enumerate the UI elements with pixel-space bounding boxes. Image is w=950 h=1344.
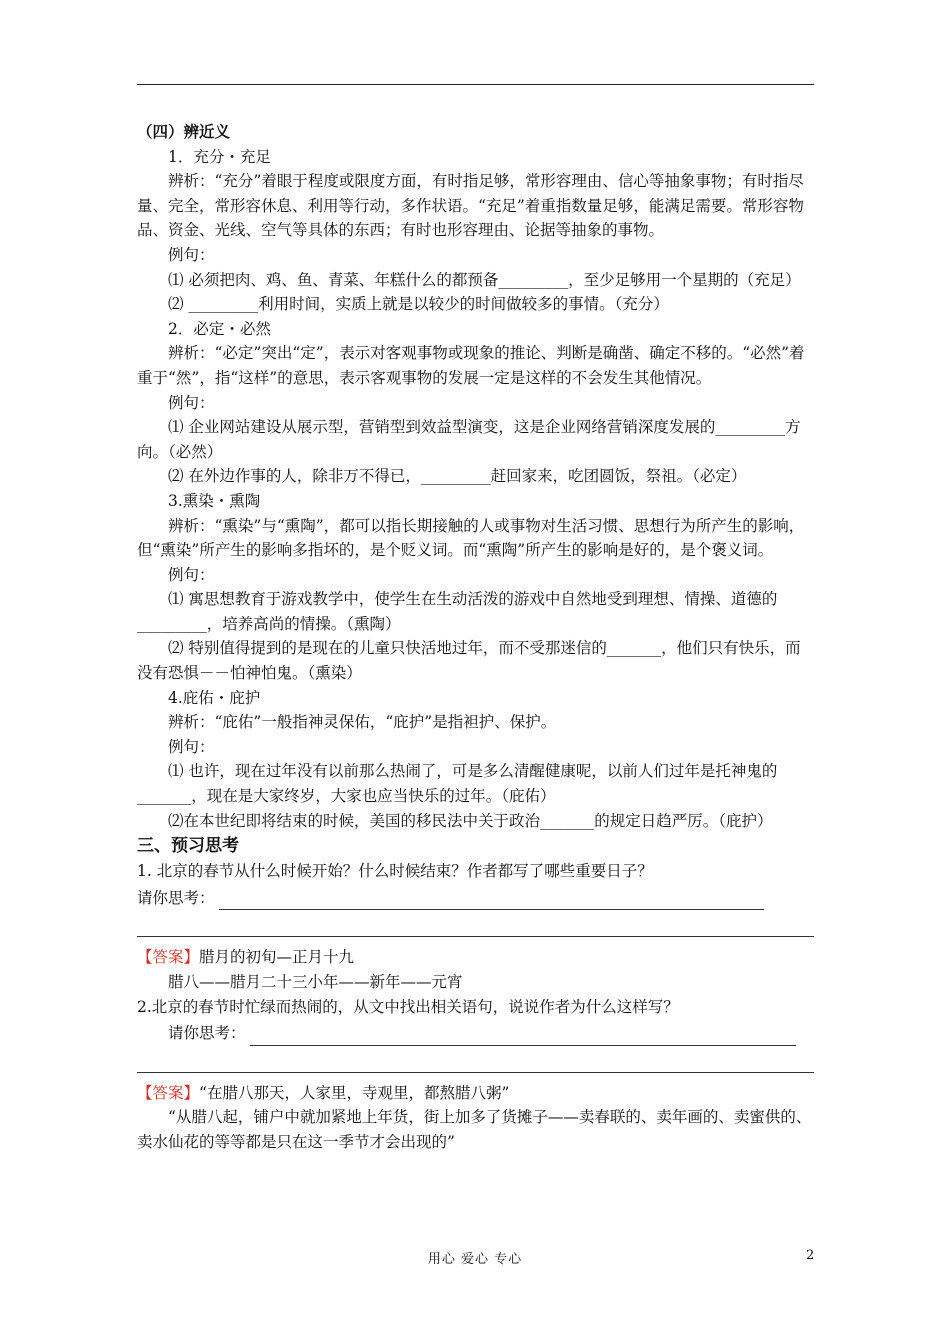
divider-rule: [137, 1072, 814, 1073]
analysis-text: 辨析：“庇佑”一般指神灵保佑，“庇护”是指袒护、保护。: [168, 713, 557, 732]
divider-rule: [137, 936, 814, 937]
think-label: 请你思考：: [168, 1024, 246, 1043]
example-label: 例句：: [168, 245, 215, 264]
example-label: 例句：: [168, 737, 215, 756]
answer-text: 腊月的初旬—正月十九: [199, 948, 355, 967]
page-number: 2: [806, 1248, 815, 1263]
example-sentence: ⑵ 特别值得提到的是现在的儿童只快活地过年，而不受那迷信的_______，他们只有快乐，而没有恐惧－－怕神怕鬼。（熏染）: [137, 639, 801, 683]
synonym-heading: 2．必定・必然: [168, 319, 271, 338]
answer-blank-line[interactable]: [250, 1027, 796, 1046]
think-row-2: [137, 1021, 814, 1046]
think-row-1: [137, 886, 814, 911]
example-sentence: ⑵ _________利用时间，实质上就是以较少的时间做较多的事情。（充分）: [168, 295, 669, 314]
analysis-text: 辨析：“必定”突出“定”，表示对客观事物或现象的推论、判断是确凿、确定不移的。“必然”着重于“然”，指“这样”的意思，表示客观事物的发展一定是这样的不会发生其他情况。: [137, 344, 805, 387]
example-label: 例句：: [168, 565, 215, 584]
answer-blank-line[interactable]: [219, 891, 764, 910]
analysis-text: 辨析：“熏染”与“熏陶”，都可以指长期接触的人或事物对生活习惯、思想行为所产生的影响，但“熏染”所产生的影响多指坏的，是个贬义词。而“熏陶”所产生的影响是好的，是个褒义词。: [137, 516, 805, 560]
page-content: [137, 120, 814, 1155]
answer-tag: 【答案】: [137, 948, 200, 967]
section-title-synonyms: （四）辨近义: [137, 122, 231, 141]
synonym-heading: 3.熏染・熏陶: [168, 491, 261, 510]
example-sentence: ⑵ 在外边作事的人，除非万不得已，_________赶回家来，吃团圆饭，祭祖。（必定）: [168, 467, 747, 486]
example-sentence: ⑴ 寓思想教育于游戏教学中，使学生在生动活泼的游戏中自然地受到理想、情操、道德的_________，培养高尚的情操。（熏陶）: [137, 590, 778, 633]
answer-tag: 【答案】: [137, 1083, 200, 1102]
example-sentence: ⑴ 企业网站建设从展示型，营销型到效益型演变，这是企业网络营销深度发展的_________方向。（必然）: [137, 418, 801, 461]
question-2: 2.北京的春节时忙绿而热闹的，从文中找出相关语句，说说作者为什么这样写？: [137, 997, 679, 1016]
think-label: 请你思考：: [137, 888, 215, 907]
question-1: 1. 北京的春节从什么时候开始？什么时候结束？作者都写了哪些重要日子？: [137, 862, 653, 881]
analysis-text: 辨析：“充分”着眼于程度或限度方面，有时指足够，常形容理由、信心等抽象事物；有时指尽量、完全，常形容休息、利用等行动，多作状语。“充足”着重指数量足够，能满足需要。常形容物品、资金、光线、空气等具体的东西；有时也形容理由、论据等抽象的事物。: [137, 172, 804, 240]
answer-text: “从腊八起，铺户中就加紧地上年货，街上加多了货摊子——卖春联的、卖年画的、卖蜜供的、卖水仙花的等等都是只在这一季节才会出现的”: [137, 1108, 812, 1151]
answer-text: “在腊八那天，人家里，寺观里，都熬腊八粥”: [199, 1083, 510, 1102]
example-label: 例句：: [168, 393, 215, 412]
example-sentence: ⑴ 也许，现在过年没有以前那么热闹了，可是多么清醒健康呢，以前人们过年是托神鬼的_______，现在是大家终岁，大家也应当快乐的过年。（庇佑）: [137, 762, 778, 806]
synonym-heading: 1．充分・充足: [168, 147, 271, 166]
section-title-preview: 三、预习思考: [137, 836, 239, 857]
example-sentence: ⑵在本世纪即将结束的时候，美国的移民法中关于政治_______的规定日趋严厉。（庇护）: [168, 811, 773, 830]
synonym-heading: 4.庇佑・庇护: [168, 688, 261, 707]
example-sentence: ⑴ 必须把肉、鸡、鱼、青菜、年糕什么的都预备_________，至少足够用一个星期的（充足）: [168, 270, 801, 289]
header-rule: [137, 84, 814, 85]
footer-motto: 用心 爱心 专心: [427, 1252, 523, 1267]
answer-text: 腊八——腊月二十三小年——新年——元宵: [168, 973, 463, 991]
